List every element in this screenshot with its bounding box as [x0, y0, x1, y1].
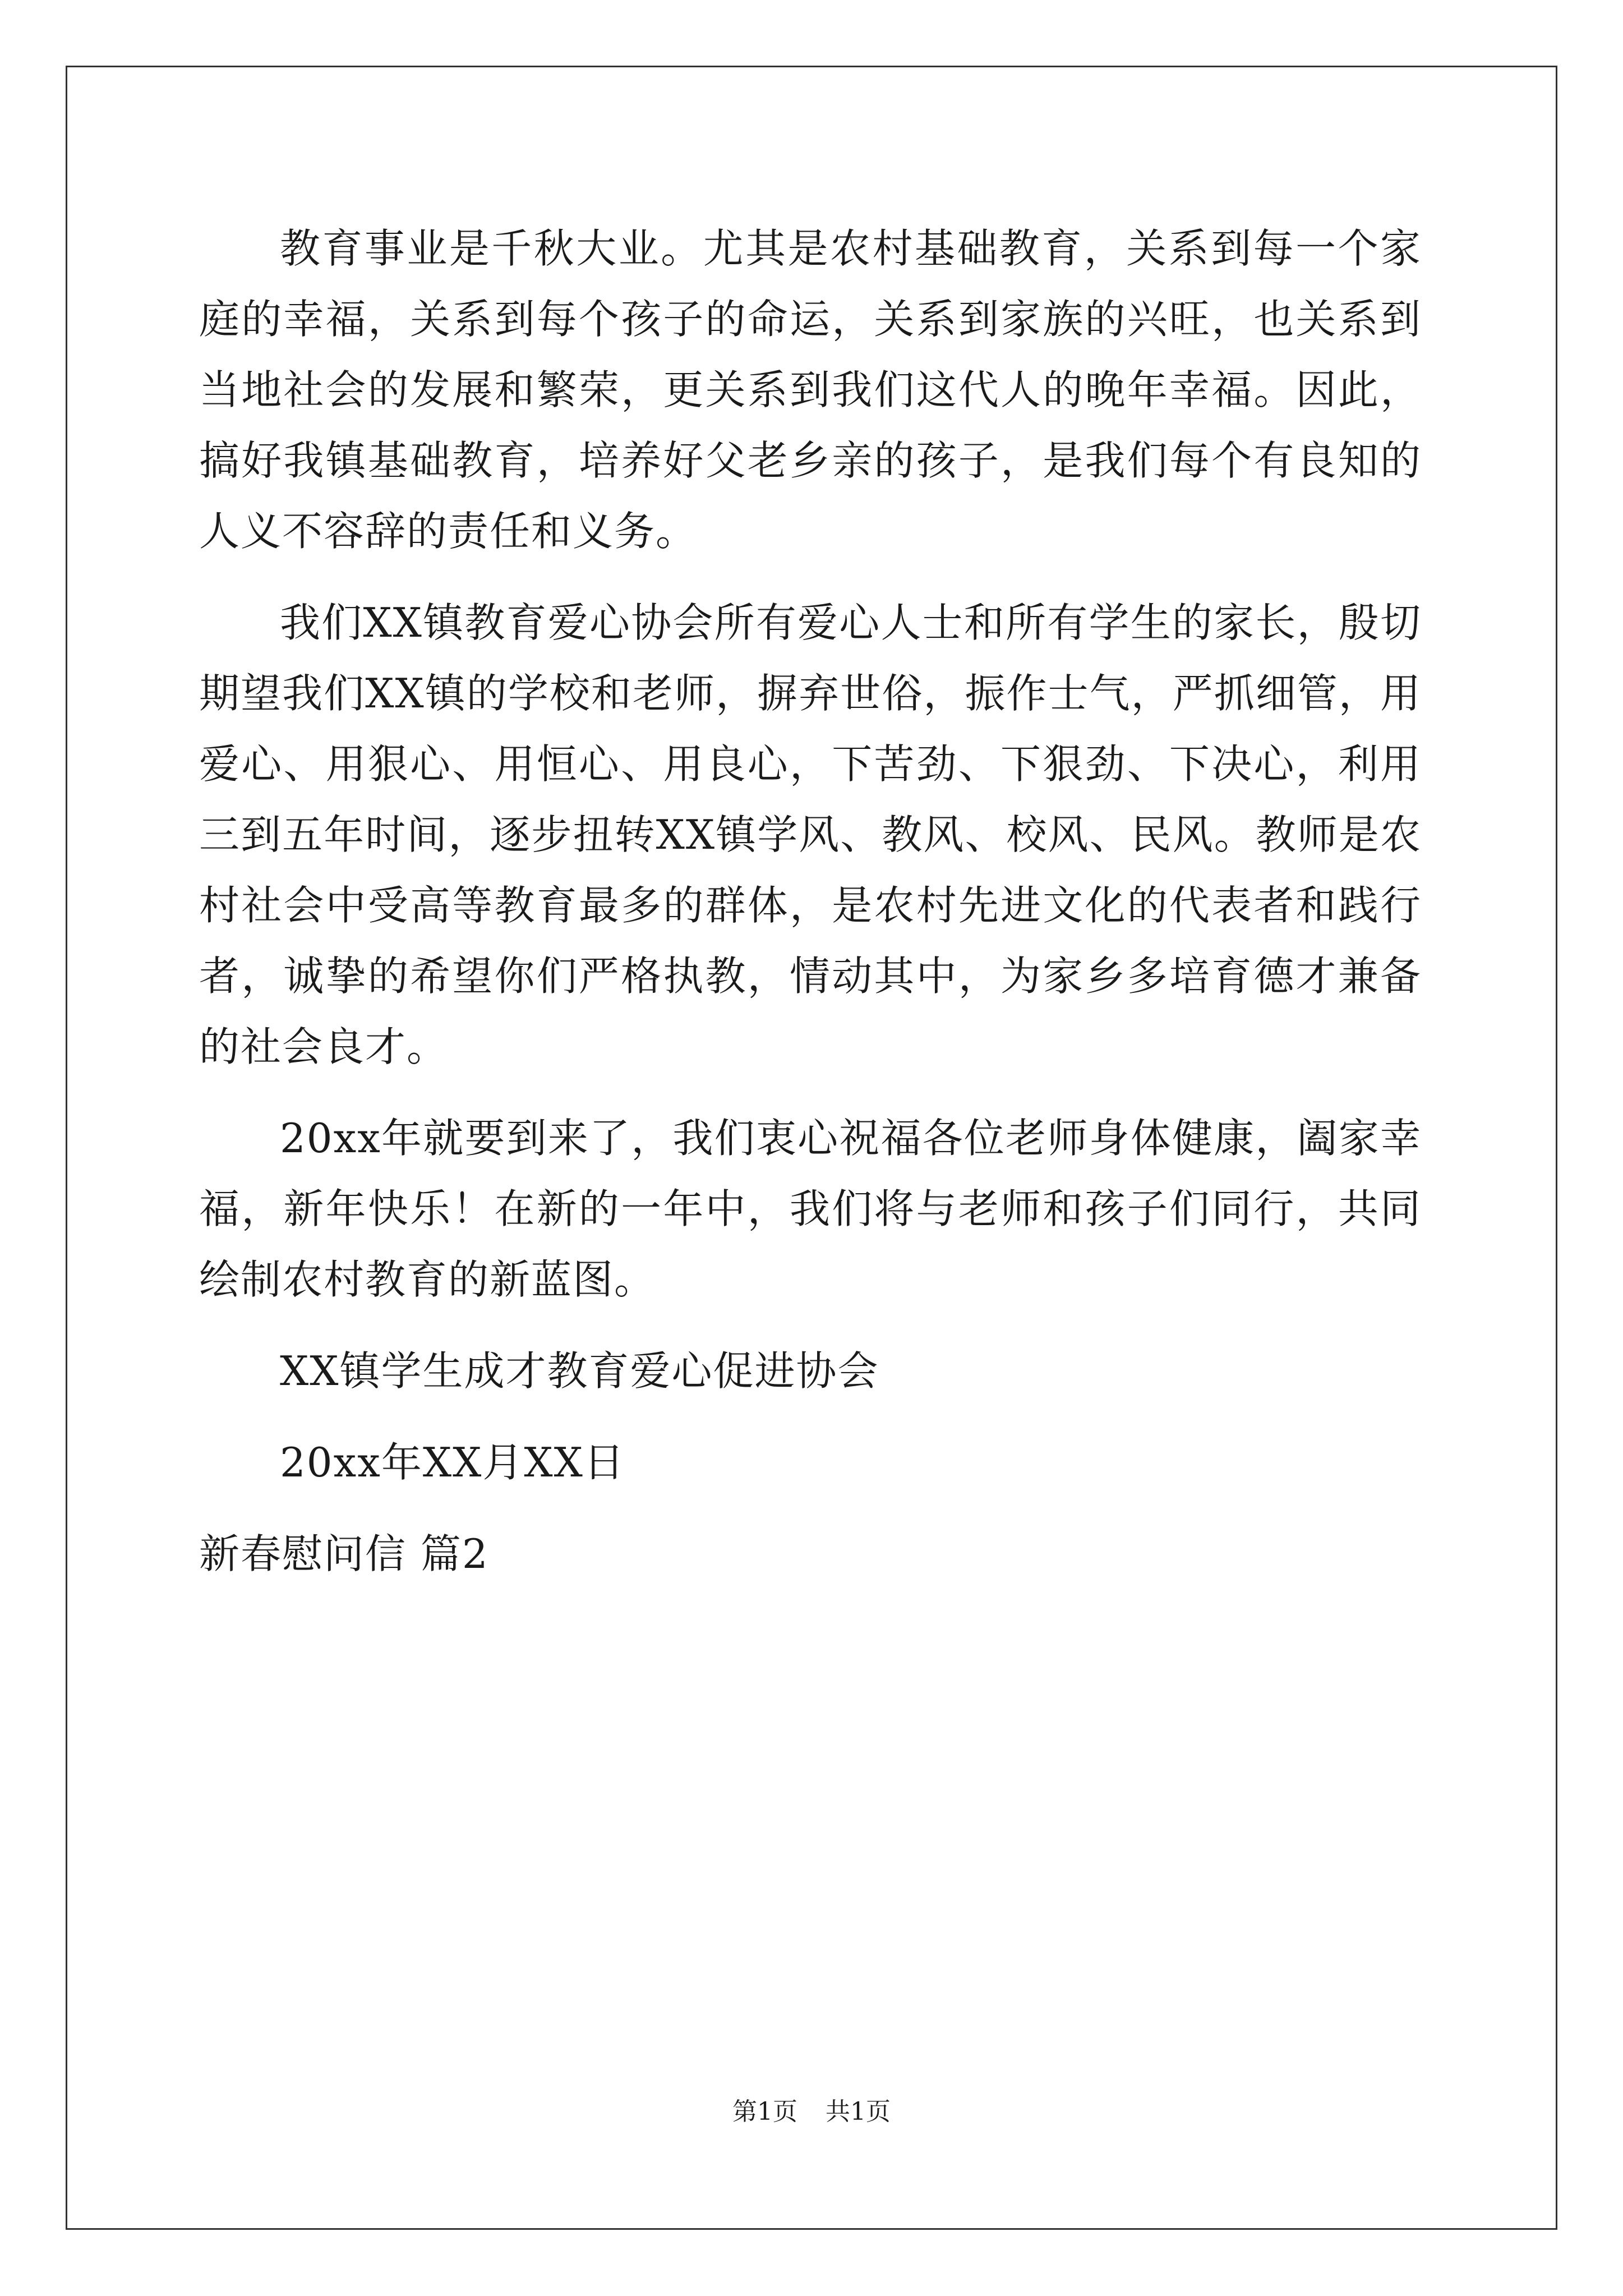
section-heading: 新春慰问信 篇2 [199, 1530, 489, 1577]
page-footer [0, 2095, 1623, 2129]
signature-date: 20xx年XX月XX日 [280, 1439, 625, 1486]
page-number-current: 第1页 [732, 2097, 797, 2126]
paragraph-1: 教育事业是千秋大业。尤其是农村基础教育，关系到每一个家庭的幸福，关系到每个孩子的命运，关系到家族的兴旺，也关系到当地社会的发展和繁荣，更关系到我们这代人的晚年幸福。因此，搞好我镇基础教育，培养好父老乡亲的孩子，是我们每个有良知的人义不容辞的责任和义务。 [199, 225, 1422, 555]
paragraph-3: 20xx年就要到来了，我们衷心祝福各位老师身体健康，阖家幸福，新年快乐！在新的一年中，我们将与老师和孩子们同行，共同绘制农村教育的新蓝图。 [199, 1115, 1422, 1303]
page-number-total: 共1页 [826, 2097, 891, 2126]
letter-body [199, 213, 1422, 1589]
paragraph-2: 我们XX镇教育爱心协会所有爱心人士和所有学生的家长，殷切期望我们XX镇的学校和老师，摒弃世俗，振作士气，严抓细管，用爱心、用狠心、用恒心、用良心，下苦劲、下狠劲、下决心，利用三到五年时间，逐步扭转XX镇学风、教风、校风、民风。教师是农村社会中受高等教育最多的群体，是农村先进文化的代表者和践行者，诚挚的希望你们严格执教，情动其中，为家乡多培育德才兼备的社会良才。 [199, 599, 1422, 1070]
signature-organization: XX镇学生成才教育爱心促进协会 [280, 1347, 879, 1395]
